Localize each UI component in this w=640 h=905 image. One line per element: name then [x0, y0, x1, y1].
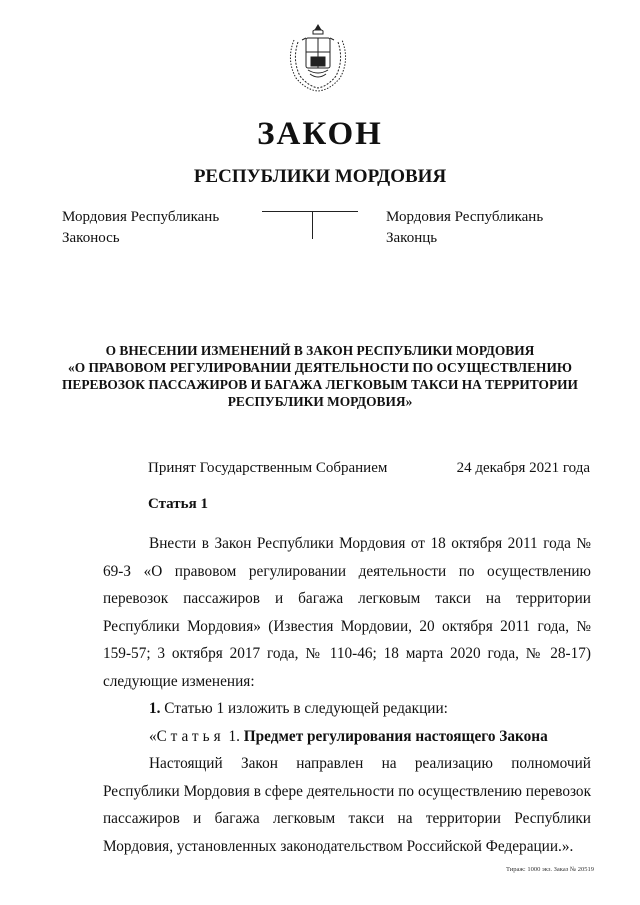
amendment-item	[103, 695, 591, 723]
article-heading: Статья 1	[148, 496, 208, 512]
law-name-line: О ВНЕСЕНИИ ИЗМЕНЕНИЙ В ЗАКОН РЕСПУБЛИКИ МОРДОВИЯ	[105, 343, 535, 358]
adopted-by: Принят Государственным Собранием	[148, 460, 388, 476]
header-divider	[262, 211, 358, 212]
coat-of-arms-icon	[280, 22, 356, 92]
header-divider-stem	[312, 211, 313, 239]
document-subtitle: РЕСПУБЛИКИ МОРДОВИЯ	[193, 166, 447, 187]
item-number: 1.	[149, 700, 161, 717]
article-word: Статья	[156, 727, 225, 745]
law-name-line: РЕСПУБЛИКИ МОРДОВИЯ»	[227, 394, 413, 409]
header-right-line: Мордовия Республикань	[386, 209, 544, 225]
item-text: Статью 1 изложить в следующей редакции:	[160, 700, 448, 717]
header-left-line: Законось	[62, 230, 120, 246]
article-title: Предмет регулирования настоящего Закона	[243, 727, 548, 745]
final-paragraph: Настоящий Закон направлен на реализацию полномочий Республики Мордовия в сфере деятельности по осуществлению перевозок пассажиров и багажа легковым такси на территории Республики Мордовия, установленных законодательством Российской Федерации.».	[103, 755, 591, 855]
adoption-date: 24 декабря 2021 года	[456, 460, 590, 476]
article-number: 1.	[224, 727, 244, 745]
law-name	[40, 342, 600, 410]
quote-open: «	[149, 727, 157, 745]
law-name-line: ПЕРЕВОЗОК ПАССАЖИРОВ И БАГАЖА ЛЕГКОВЫМ ТАКСИ НА ТЕРРИТОРИИ	[62, 377, 578, 392]
intro-paragraph: Внести в Закон Республики Мордовия от 18 октября 2011 года № 69-З «О правовом регулировании деятельности по осуществлению перевозок пассажиров и багажа легковым такси на территории Республики Мордовия» (Известия Мордовии, 20 октября 2011 года, № 159-57; 3 октября 2017 года, № 110-46; 18 марта 2020 года, № 28-17) следующие изменения:	[103, 535, 591, 690]
print-imprint: Тираж: 1000 экз. Заказ № 20519	[505, 866, 594, 873]
law-body	[103, 530, 591, 860]
document-title: ЗАКОН	[257, 116, 383, 152]
header-left-moksha	[62, 207, 219, 249]
amended-article-heading	[103, 723, 591, 751]
header-right-erzya	[386, 207, 543, 249]
header-right-line: Законць	[386, 230, 438, 246]
header-left-line: Мордовия Республикань	[62, 209, 220, 225]
law-name-line: «О ПРАВОВОМ РЕГУЛИРОВАНИИ ДЕЯТЕЛЬНОСТИ ПО ОСУЩЕСТВЛЕНИЮ	[68, 360, 572, 375]
